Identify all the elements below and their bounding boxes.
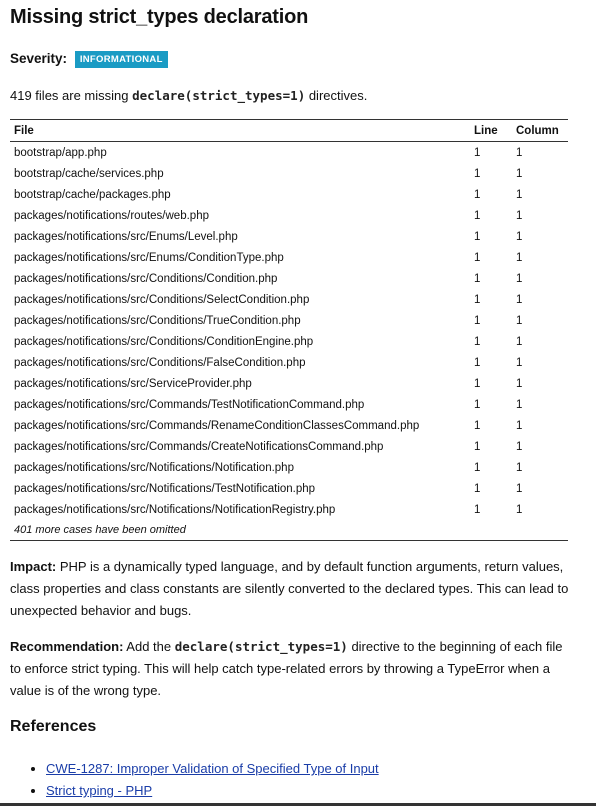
cell-file: packages/notifications/src/Conditions/FalseCondition.php xyxy=(14,356,306,369)
impact-label: Impact: xyxy=(10,559,57,574)
cell-line: 1 xyxy=(474,377,481,390)
cell-line: 1 xyxy=(474,356,481,369)
table-row xyxy=(10,289,568,310)
cell-line: 1 xyxy=(474,419,481,432)
table-row xyxy=(10,310,568,331)
table-row xyxy=(10,163,568,184)
cell-column: 1 xyxy=(516,188,523,201)
header-line: Line xyxy=(474,120,510,142)
files-table-wrapper xyxy=(10,119,568,541)
references-heading: References xyxy=(10,718,97,735)
cell-line: 1 xyxy=(474,230,481,243)
severity-row xyxy=(10,51,168,68)
cell-file: packages/notifications/src/Conditions/ConditionEngine.php xyxy=(14,335,314,348)
cell-file: packages/notifications/src/Commands/CreateNotificationsCommand.php xyxy=(14,440,384,453)
reference-link-strict-typing[interactable]: Strict typing - PHP xyxy=(46,783,153,798)
page-title: Missing strict_types declaration xyxy=(10,6,309,28)
summary-before: 419 files are missing xyxy=(10,88,133,103)
cell-column: 1 xyxy=(516,167,523,180)
recommendation-before: Add the xyxy=(123,639,175,654)
cell-line: 1 xyxy=(474,503,481,516)
table-row xyxy=(10,352,568,373)
cell-line: 1 xyxy=(474,461,481,474)
cell-line: 1 xyxy=(474,440,481,453)
cell-line: 1 xyxy=(474,398,481,411)
cell-file: bootstrap/cache/services.php xyxy=(14,167,164,180)
table-row xyxy=(10,268,568,289)
cell-line: 1 xyxy=(474,272,481,285)
cell-line: 1 xyxy=(474,146,481,159)
cell-column: 1 xyxy=(516,461,523,474)
severity-badge: INFORMATIONAL xyxy=(75,51,168,68)
table-row xyxy=(10,478,568,499)
cell-column: 1 xyxy=(516,377,523,390)
cell-file: packages/notifications/src/Conditions/SelectCondition.php xyxy=(14,293,310,306)
reference-item xyxy=(46,780,379,802)
cell-column: 1 xyxy=(516,440,523,453)
reference-link-cwe-1287[interactable]: CWE-1287: Improper Validation of Specified Type of Input xyxy=(46,761,379,776)
omitted-row xyxy=(10,520,568,541)
table-row xyxy=(10,436,568,457)
cell-file: packages/notifications/src/ServiceProvider.php xyxy=(14,377,252,390)
cell-file: packages/notifications/src/Enums/ConditionType.php xyxy=(14,251,284,264)
cell-line: 1 xyxy=(474,293,481,306)
cell-file: bootstrap/app.php xyxy=(14,146,107,159)
table-row xyxy=(10,457,568,478)
cell-column: 1 xyxy=(516,230,523,243)
cell-line: 1 xyxy=(474,314,481,327)
cell-column: 1 xyxy=(516,314,523,327)
cell-line: 1 xyxy=(474,167,481,180)
header-column: Column xyxy=(510,120,568,142)
table-row xyxy=(10,373,568,394)
cell-file: packages/notifications/src/Notifications/Notification.php xyxy=(14,461,294,474)
cell-file: packages/notifications/src/Commands/TestNotificationCommand.php xyxy=(14,398,365,411)
cell-line: 1 xyxy=(474,188,481,201)
cell-column: 1 xyxy=(516,209,523,222)
cell-column: 1 xyxy=(516,419,523,432)
references-list xyxy=(10,758,379,802)
cell-line: 1 xyxy=(474,251,481,264)
table-row xyxy=(10,247,568,268)
cell-file: packages/notifications/src/Commands/RenameConditionClassesCommand.php xyxy=(14,419,420,432)
severity-label: Severity: xyxy=(10,51,68,66)
recommendation-code: declare(strict_types=1) xyxy=(174,639,348,654)
cell-file: packages/notifications/src/Enums/Level.php xyxy=(14,230,238,243)
summary-after: directives. xyxy=(305,88,368,103)
cell-column: 1 xyxy=(516,293,523,306)
table-row xyxy=(10,226,568,247)
table-row xyxy=(10,415,568,436)
summary-code: declare(strict_types=1) xyxy=(132,88,306,103)
cell-file: packages/notifications/src/Conditions/TrueCondition.php xyxy=(14,314,301,327)
cell-column: 1 xyxy=(516,398,523,411)
recommendation-paragraph xyxy=(10,636,570,702)
cell-column: 1 xyxy=(516,251,523,264)
cell-line: 1 xyxy=(474,209,481,222)
table-row xyxy=(10,205,568,226)
cell-file: packages/notifications/src/Notifications/TestNotification.php xyxy=(14,482,316,495)
header-file: File xyxy=(10,120,474,142)
table-row xyxy=(10,184,568,205)
cell-file: packages/notifications/routes/web.php xyxy=(14,209,209,222)
cell-column: 1 xyxy=(516,482,523,495)
summary-text xyxy=(10,88,367,103)
table-row xyxy=(10,331,568,352)
cell-column: 1 xyxy=(516,503,523,516)
omitted-note: 401 more cases have been omitted xyxy=(10,520,568,541)
impact-paragraph xyxy=(10,556,570,622)
cell-file: bootstrap/cache/packages.php xyxy=(14,188,171,201)
cell-file: packages/notifications/src/Conditions/Condition.php xyxy=(14,272,278,285)
table-row xyxy=(10,499,568,520)
table-row xyxy=(10,394,568,415)
cell-column: 1 xyxy=(516,146,523,159)
table-row xyxy=(10,142,568,164)
recommendation-label: Recommendation: xyxy=(10,639,124,654)
files-table xyxy=(10,119,568,541)
recommendation-after: directive to the beginning of each file to enforce strict typing. This will help catch type-related errors by throwing a TypeError when a value is of the wrong type. xyxy=(10,639,563,698)
cell-line: 1 xyxy=(474,335,481,348)
cell-column: 1 xyxy=(516,356,523,369)
reference-item xyxy=(46,758,379,780)
cell-column: 1 xyxy=(516,272,523,285)
table-body xyxy=(10,142,568,541)
cell-column: 1 xyxy=(516,335,523,348)
table-header-row xyxy=(10,120,568,142)
cell-file: packages/notifications/src/Notifications/NotificationRegistry.php xyxy=(14,503,336,516)
impact-text: PHP is a dynamically typed language, and by default function arguments, return values, class properties and class constants are silently converted to the declared types. This can lead to unexpected behavior and bugs. xyxy=(10,559,569,618)
cell-line: 1 xyxy=(474,482,481,495)
